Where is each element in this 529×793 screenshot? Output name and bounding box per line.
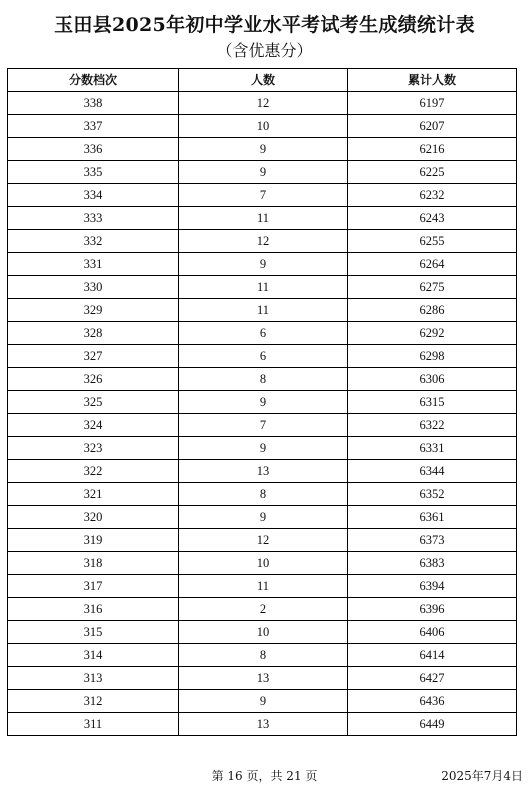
document-date: 2025年7月4日: [441, 769, 523, 783]
cell-cumulative-count: 6292: [348, 322, 517, 345]
cell-score-level: 321: [8, 483, 179, 506]
cell-cumulative-count: 6383: [348, 552, 517, 575]
cell-count: 6: [179, 322, 348, 345]
table-row: [8, 138, 517, 161]
cell-count: 11: [179, 575, 348, 598]
table-row: [8, 644, 517, 667]
cell-score-level: 322: [8, 460, 179, 483]
cell-score-level: 336: [8, 138, 179, 161]
cell-score-level: 311: [8, 713, 179, 736]
cell-cumulative-count: 6344: [348, 460, 517, 483]
cell-score-level: 315: [8, 621, 179, 644]
table-row: [8, 506, 517, 529]
table-row: [8, 299, 517, 322]
column-header-count: 人数: [179, 69, 348, 92]
cell-score-level: 338: [8, 92, 179, 115]
document-title: 玉田县2025年初中学业水平考试考生成绩统计表: [54, 14, 475, 36]
cell-cumulative-count: 6315: [348, 391, 517, 414]
cell-count: 13: [179, 460, 348, 483]
cell-count: 13: [179, 667, 348, 690]
cell-cumulative-count: 6331: [348, 437, 517, 460]
cell-cumulative-count: 6232: [348, 184, 517, 207]
table-row: [8, 207, 517, 230]
table-row: [8, 621, 517, 644]
cell-cumulative-count: 6414: [348, 644, 517, 667]
cell-count: 9: [179, 391, 348, 414]
cell-count: 10: [179, 115, 348, 138]
table-row: [8, 529, 517, 552]
table-row: [8, 690, 517, 713]
table-header-row: [8, 69, 517, 92]
table-row: [8, 345, 517, 368]
page-number: 第 16 页，共 21 页: [211, 769, 318, 783]
cell-cumulative-count: 6406: [348, 621, 517, 644]
table-row: [8, 92, 517, 115]
cell-cumulative-count: 6275: [348, 276, 517, 299]
cell-score-level: 312: [8, 690, 179, 713]
table-row: [8, 552, 517, 575]
cell-score-level: 333: [8, 207, 179, 230]
cell-count: 9: [179, 253, 348, 276]
table-row: [8, 667, 517, 690]
table-row: [8, 414, 517, 437]
table-row: [8, 368, 517, 391]
cell-count: 9: [179, 690, 348, 713]
cell-count: 12: [179, 92, 348, 115]
cell-score-level: 319: [8, 529, 179, 552]
cell-count: 10: [179, 552, 348, 575]
cell-cumulative-count: 6396: [348, 598, 517, 621]
cell-cumulative-count: 6427: [348, 667, 517, 690]
cell-count: 9: [179, 138, 348, 161]
cell-count: 2: [179, 598, 348, 621]
table-row: [8, 391, 517, 414]
cell-score-level: 335: [8, 161, 179, 184]
table-row: [8, 115, 517, 138]
cell-cumulative-count: 6264: [348, 253, 517, 276]
cell-cumulative-count: 6394: [348, 575, 517, 598]
table-row: [8, 322, 517, 345]
table-row: [8, 253, 517, 276]
table-row: [8, 460, 517, 483]
cell-score-level: 330: [8, 276, 179, 299]
table-row: [8, 713, 517, 736]
cell-score-level: 320: [8, 506, 179, 529]
cell-score-level: 328: [8, 322, 179, 345]
cell-cumulative-count: 6197: [348, 92, 517, 115]
score-statistics-table: [7, 68, 517, 736]
table-row: [8, 276, 517, 299]
cell-count: 8: [179, 368, 348, 391]
cell-score-level: 313: [8, 667, 179, 690]
cell-score-level: 332: [8, 230, 179, 253]
cell-score-level: 329: [8, 299, 179, 322]
table-row: [8, 598, 517, 621]
cell-cumulative-count: 6225: [348, 161, 517, 184]
cell-cumulative-count: 6361: [348, 506, 517, 529]
cell-cumulative-count: 6243: [348, 207, 517, 230]
cell-count: 11: [179, 299, 348, 322]
cell-count: 8: [179, 644, 348, 667]
cell-score-level: 327: [8, 345, 179, 368]
cell-count: 6: [179, 345, 348, 368]
cell-count: 10: [179, 621, 348, 644]
cell-cumulative-count: 6436: [348, 690, 517, 713]
cell-count: 11: [179, 276, 348, 299]
cell-score-level: 326: [8, 368, 179, 391]
cell-score-level: 316: [8, 598, 179, 621]
table-row: [8, 483, 517, 506]
cell-score-level: 334: [8, 184, 179, 207]
cell-cumulative-count: 6322: [348, 414, 517, 437]
cell-count: 13: [179, 713, 348, 736]
cell-count: 9: [179, 161, 348, 184]
cell-count: 7: [179, 414, 348, 437]
table-row: [8, 437, 517, 460]
cell-cumulative-count: 6298: [348, 345, 517, 368]
cell-cumulative-count: 6352: [348, 483, 517, 506]
table-row: [8, 184, 517, 207]
cell-cumulative-count: 6216: [348, 138, 517, 161]
cell-score-level: 314: [8, 644, 179, 667]
column-header-score-level: 分数档次: [8, 69, 179, 92]
cell-cumulative-count: 6286: [348, 299, 517, 322]
document-subtitle: （含优惠分）: [216, 41, 313, 60]
cell-score-level: 331: [8, 253, 179, 276]
cell-score-level: 325: [8, 391, 179, 414]
cell-count: 12: [179, 529, 348, 552]
cell-score-level: 323: [8, 437, 179, 460]
cell-count: 12: [179, 230, 348, 253]
cell-score-level: 324: [8, 414, 179, 437]
column-header-cumulative-count: 累计人数: [348, 69, 517, 92]
table-row: [8, 161, 517, 184]
cell-cumulative-count: 6207: [348, 115, 517, 138]
cell-count: 8: [179, 483, 348, 506]
cell-count: 9: [179, 437, 348, 460]
cell-cumulative-count: 6373: [348, 529, 517, 552]
cell-score-level: 318: [8, 552, 179, 575]
cell-count: 9: [179, 506, 348, 529]
cell-score-level: 317: [8, 575, 179, 598]
cell-cumulative-count: 6306: [348, 368, 517, 391]
table-body: [8, 92, 517, 736]
cell-score-level: 337: [8, 115, 179, 138]
cell-count: 7: [179, 184, 348, 207]
cell-cumulative-count: 6449: [348, 713, 517, 736]
cell-count: 11: [179, 207, 348, 230]
cell-cumulative-count: 6255: [348, 230, 517, 253]
table-row: [8, 575, 517, 598]
table-row: [8, 230, 517, 253]
